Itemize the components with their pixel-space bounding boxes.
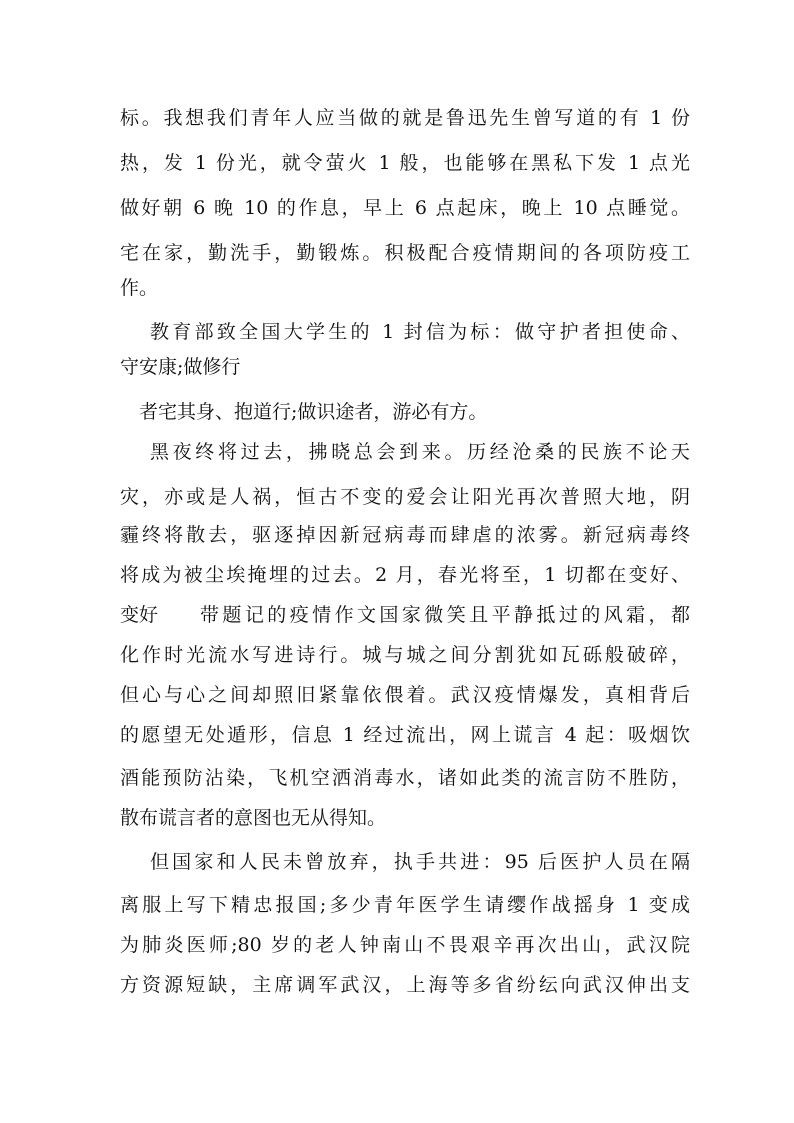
text-line: 做好朝 6 晚 10 的作息，早上 6 点起床，晚上 10 点睡觉。 (120, 197, 690, 219)
text-line: 黑夜终将过去，拂晓总会到来。历经沧桑的民族不论天 (150, 441, 690, 463)
text-line: 的愿望无处遁形，信息 1 经过流出，网上谎言 4 起：吸烟饮 (120, 724, 690, 746)
text-line: 将成为被尘埃掩埋的过去。2 月，春光将至，1 切都在变好、 (120, 564, 690, 586)
text-line: 变好 (120, 604, 159, 626)
text-line: 标。我想我们青年人应当做的就是鲁迅先生曾写道的有 1 份 (120, 107, 690, 129)
text-line: 化作时光流水写进诗行。城与城之间分割犹如瓦砾般破碎， (120, 644, 690, 666)
text-line: 作。 (120, 277, 159, 299)
text-line: 离服上写下精忠报国;多少青年医学生请缨作战摇身 1 变成 (120, 894, 690, 916)
text-line: 灾，亦或是人祸，恒古不变的爱会让阳光再次普照大地，阴 (120, 486, 690, 508)
text-line: 为肺炎医师;80 岁的老人钟南山不畏艰辛再次出山，武汉院 (120, 934, 690, 956)
text-line: 教育部致全国大学生的 1 封信为标：做守护者担使命、 (150, 321, 690, 343)
text-line: 但国家和人民未曾放弃，执手共进：95 后医护人员在隔 (150, 851, 690, 873)
text-line: 宅在家，勤洗手，勤锻炼。积极配合疫情期间的各项防疫工 (120, 242, 690, 264)
text-line: 热，发 1 份光，就令萤火 1 般，也能够在黑私下发 1 点光 (120, 152, 690, 174)
text-line: 但心与心之间却照旧紧靠依偎着。武汉疫情爆发，真相背后 (120, 684, 690, 706)
text-line: 散布谎言者的意图也无从得知。 (120, 807, 387, 829)
text-line: 带题记的疫情作文国家微笑且平静抵过的风霜，都 (200, 604, 690, 626)
text-line: 守安康;做修行 (120, 356, 241, 378)
text-line: 方资源短缺，主席调军武汉，上海等多省纷纭向武汉伸出支 (120, 974, 690, 996)
text-line: 酒能预防沾染，飞机空洒消毒水，诸如此类的流言防不胜防， (120, 767, 690, 789)
text-line: 者宅其身、抱道行;做识途者，游必有方。 (139, 401, 488, 423)
text-line: 霾终将散去，驱逐掉因新冠病毒而肆虐的浓雾。新冠病毒终 (120, 524, 690, 546)
